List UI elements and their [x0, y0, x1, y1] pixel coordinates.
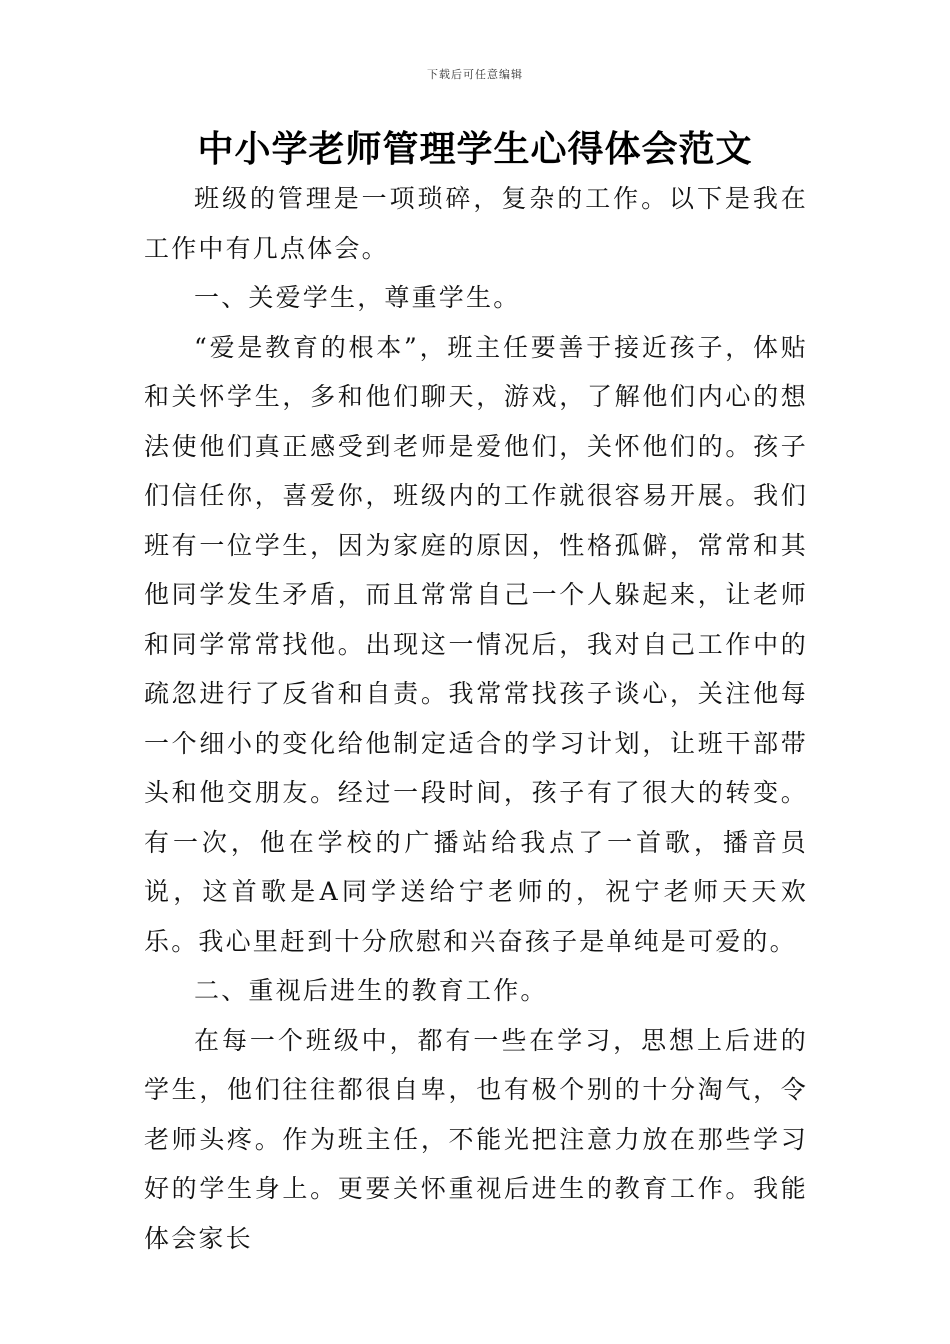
paragraph-intro: 班级的管理是一项琐碎，复杂的工作。以下是我在工作中有几点体会。 [144, 184, 808, 263]
section-heading-1: 一、关爱学生，尊重学生。 [194, 283, 521, 312]
section-heading-2: 二、重视后进生的教育工作。 [194, 976, 548, 1005]
header-note: 下载后可任意编辑 [427, 68, 523, 81]
document-body [144, 174, 808, 1263]
paragraph-section-1: “爱是教育的根本”，班主任要善于接近孩子，体贴和关怀学生，多和他们聊天，游戏，了解他们内心的想法使他们真正感受到老师是爱他们，关怀他们的。孩子们信任你，喜爱你，班级内的工作就很容易开展。我们班有一位学生，因为家庭的原因，性格孤僻，常常和其他同学发生矛盾，而且常常自己一个人躲起来，让老师和同学常常找他。出现这一情况后，我对自己工作中的疏忽进行了反省和自责。我常常找孩子谈心，关注他每一个细小的变化给他制定适合的学习计划，让班干部带头和他交朋友。经过一段时间，孩子有了很大的转变。有一次，他在学校的广播站给我点了一首歌，播音员说，这首歌是A同学送给宁老师的，祝宁老师天天欢乐。我心里赶到十分欣慰和兴奋孩子是单纯是可爱的。 [144, 332, 808, 956]
paragraph-section-2: 在每一个班级中，都有一些在学习，思想上后进的学生，他们往往都很自卑，也有极个别的十分淘气，令老师头疼。作为班主任，不能光把注意力放在那些学习好的学生身上。更要关怀重视后进生的教育工作。我能体会家长 [144, 1025, 808, 1253]
document-title: 中小学老师管理学生心得体会范文 [197, 129, 753, 170]
